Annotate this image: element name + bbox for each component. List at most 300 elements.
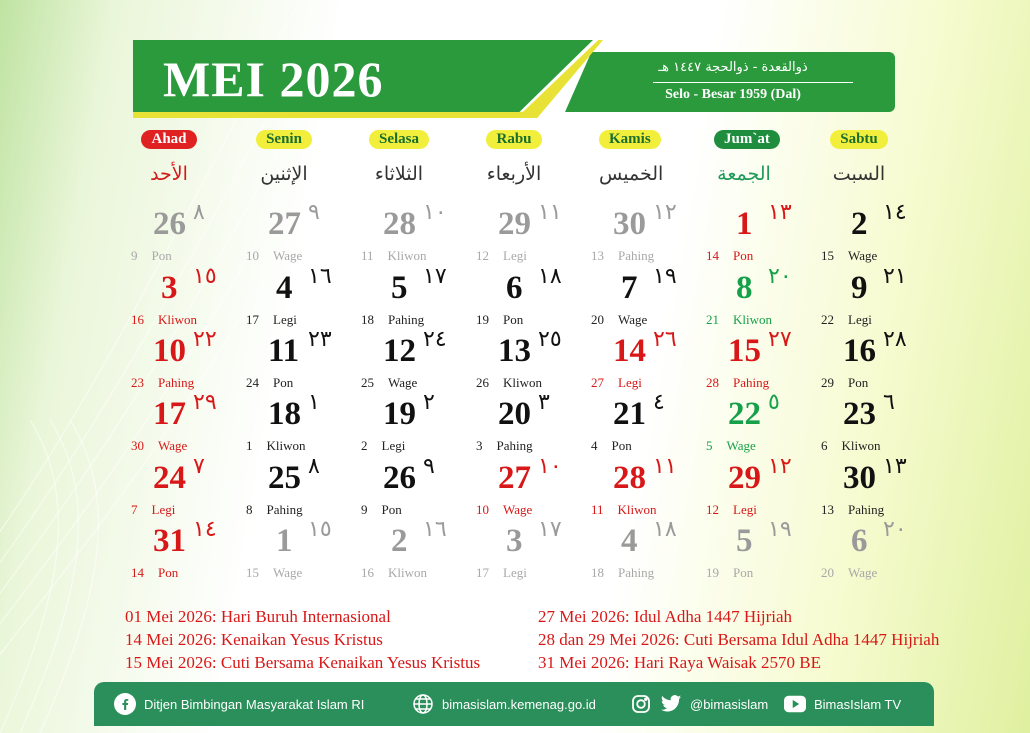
javanese-date xyxy=(706,502,757,518)
hijri-date: ٢٧ xyxy=(768,327,792,352)
weekday-label: Rabu xyxy=(486,130,541,149)
gregorian-date: 11 xyxy=(268,333,300,369)
holiday-list-left xyxy=(125,605,480,674)
javanese-day-number: 30 xyxy=(131,438,144,453)
gregorian-date: 27 xyxy=(268,206,301,242)
pasaran-name: Pon xyxy=(611,438,632,453)
javanese-date xyxy=(361,312,424,328)
javanese-date xyxy=(246,375,293,391)
calendar-day-cell xyxy=(706,517,821,589)
footer-bar xyxy=(94,682,934,726)
javanese-date xyxy=(591,375,642,391)
footer-website-label: bimasislam.kemenag.go.id xyxy=(442,696,596,712)
calendar-day-cell xyxy=(246,517,361,589)
footer-org-label: Ditjen Bimbingan Masyarakat Islam RI xyxy=(144,696,365,712)
javanese-date xyxy=(131,438,187,454)
pasaran-name: Kliwon xyxy=(266,438,306,453)
pasaran-name: Legi xyxy=(733,502,757,517)
gregorian-date: 5 xyxy=(736,523,753,559)
pasaran-name: Kliwon xyxy=(617,502,657,517)
pasaran-name: Wage xyxy=(158,438,188,453)
gregorian-date: 30 xyxy=(843,460,876,496)
javanese-day-number: 4 xyxy=(591,438,598,453)
javanese-day-number: 1 xyxy=(246,438,253,453)
calendar-day-cell xyxy=(131,517,246,589)
weekday-ahad xyxy=(139,130,199,185)
javanese-day-number: 15 xyxy=(246,565,259,580)
weekday-senin xyxy=(254,130,314,185)
hijri-date: ١٦ xyxy=(308,264,332,289)
javanese-day-number: 17 xyxy=(476,565,489,580)
hijri-date: ٧ xyxy=(193,454,205,479)
twitter-icon xyxy=(660,693,682,715)
javanese-day-number: 11 xyxy=(591,502,604,517)
gregorian-date: 7 xyxy=(621,270,638,306)
javanese-date xyxy=(131,502,175,518)
javanese-day-number: 23 xyxy=(131,375,144,390)
hijri-date: ١٣ xyxy=(883,454,907,479)
javanese-date xyxy=(706,248,753,264)
javanese-day-number: 3 xyxy=(476,438,483,453)
pasaran-name: Pahing xyxy=(158,375,195,390)
pasaran-name: Wage xyxy=(273,248,303,263)
gregorian-date: 18 xyxy=(268,396,301,432)
footer-org[interactable] xyxy=(114,682,364,726)
weekday-arabic-label: الأربعاء xyxy=(486,163,542,185)
pasaran-name: Wage xyxy=(388,375,418,390)
calendar-day-cell xyxy=(131,200,246,272)
calendar-day-cell xyxy=(821,517,936,589)
hijri-date: ١٥ xyxy=(308,517,332,542)
pasaran-name: Wage xyxy=(273,565,303,580)
javanese-date xyxy=(131,248,172,264)
weekday-label: Jum`at xyxy=(714,130,780,149)
footer-social[interactable] xyxy=(630,682,768,726)
gregorian-date: 2 xyxy=(851,206,868,242)
pasaran-name: Kliwon xyxy=(503,375,542,390)
gregorian-date: 26 xyxy=(383,460,416,496)
javanese-date xyxy=(476,248,527,264)
pasaran-name: Pon xyxy=(733,248,754,263)
calendar-day-cell xyxy=(591,517,706,589)
gregorian-date: 24 xyxy=(153,460,186,496)
pasaran-name: Kliwon xyxy=(841,438,881,453)
javanese-date xyxy=(591,502,657,518)
javanese-date xyxy=(361,565,427,581)
hijri-date: ٢٩ xyxy=(193,390,217,415)
pasaran-name: Wage xyxy=(618,312,648,327)
hijri-date: ١٩ xyxy=(768,517,792,542)
gregorian-date: 23 xyxy=(843,396,876,432)
calendar-day-cell xyxy=(821,327,936,399)
pasaran-name: Pon xyxy=(503,312,524,327)
javanese-day-number: 10 xyxy=(476,502,489,517)
gregorian-date: 1 xyxy=(736,206,753,242)
gregorian-date: 12 xyxy=(383,333,416,369)
calendar-day-cell xyxy=(131,327,246,399)
gregorian-date: 28 xyxy=(383,206,416,242)
calendar-day-cell xyxy=(591,264,706,336)
hijri-date: ٦ xyxy=(883,390,895,415)
javanese-date xyxy=(706,375,769,391)
javanese-date xyxy=(706,438,756,454)
javanese-day-number: 18 xyxy=(361,312,374,327)
gregorian-date: 3 xyxy=(506,523,523,559)
gregorian-date: 6 xyxy=(851,523,868,559)
weekday-arabic-label: الجمعة xyxy=(717,163,771,185)
javanese-day-number: 19 xyxy=(476,312,489,327)
javanese-day-number: 20 xyxy=(821,565,834,580)
calendar-day-cell xyxy=(821,264,936,336)
footer-social-label: @bimasislam xyxy=(690,696,769,712)
calendar-day-cell xyxy=(361,390,476,462)
pasaran-name: Legi xyxy=(381,438,406,453)
pasaran-name: Pon xyxy=(151,248,172,263)
header-divider xyxy=(653,82,853,83)
calendar-day-cell xyxy=(246,390,361,462)
javanese-date xyxy=(821,248,877,264)
footer-website[interactable] xyxy=(412,682,596,726)
javanese-date xyxy=(246,565,302,581)
hijri-date: ٤ xyxy=(653,390,665,415)
hijri-date: ٢٣ xyxy=(308,327,332,352)
calendar-day-cell xyxy=(591,454,706,526)
javanese-day-number: 14 xyxy=(706,248,719,263)
pasaran-name: Kliwon xyxy=(387,248,427,263)
pasaran-name: Wage xyxy=(848,565,878,580)
pasaran-name: Legi xyxy=(273,312,297,327)
pasaran-name: Wage xyxy=(503,502,533,517)
instagram-icon xyxy=(630,693,652,715)
hijri-date: ١٥ xyxy=(193,264,217,289)
pasaran-name: Pon xyxy=(733,565,754,580)
javanese-date xyxy=(131,565,178,581)
javanese-day-number: 19 xyxy=(706,565,719,580)
hijri-date: ١٨ xyxy=(653,517,677,542)
javanese-day-number: 7 xyxy=(131,502,138,517)
javanese-day-number: 12 xyxy=(706,502,719,517)
gregorian-date: 6 xyxy=(506,270,523,306)
pasaran-name: Pon xyxy=(158,565,179,580)
javanese-date xyxy=(246,438,306,454)
gregorian-date: 3 xyxy=(161,270,178,306)
weekday-sabtu xyxy=(829,130,889,185)
javanese-date xyxy=(706,565,753,581)
hijri-date: ١٨ xyxy=(538,264,562,289)
hijri-date: ٢٤ xyxy=(423,327,447,352)
pasaran-name: Legi xyxy=(618,375,642,390)
javanese-day-number: 26 xyxy=(476,375,489,390)
weekday-arabic-label: الإثنين xyxy=(260,163,308,185)
javanese-day-number: 21 xyxy=(706,312,719,327)
pasaran-name: Pahing xyxy=(388,312,425,327)
holiday-item: 28 dan 29 Mei 2026: Cuti Bersama Idul Adha 1447 Hijriah xyxy=(538,630,940,649)
calendar-day-cell xyxy=(706,200,821,272)
pasaran-name: Pahing xyxy=(848,502,885,517)
holiday-item: 31 Mei 2026: Hari Raya Waisak 2570 BE xyxy=(538,653,822,672)
javanese-date xyxy=(821,502,884,518)
hijri-date: ٩ xyxy=(423,454,435,479)
javanese-date xyxy=(246,248,302,264)
weekday-arabic-label: السبت xyxy=(832,163,886,185)
pasaran-name: Pon xyxy=(273,375,294,390)
calendar-day-cell xyxy=(361,200,476,272)
hijri-date: ١١ xyxy=(653,454,677,479)
weekday-arabic-label: الثلاثاء xyxy=(374,163,424,185)
gregorian-date: 9 xyxy=(851,270,868,306)
gregorian-date: 13 xyxy=(498,333,531,369)
hijri-date: ٩ xyxy=(308,200,320,225)
javanese-day-number: 11 xyxy=(361,248,374,263)
gregorian-date: 20 xyxy=(498,396,531,432)
javanese-date xyxy=(821,438,881,454)
javanese-date xyxy=(476,375,542,391)
javanese-date xyxy=(591,248,654,264)
weekday-label: Sabtu xyxy=(830,130,888,149)
javanese-day-number: 17 xyxy=(246,312,259,327)
hijri-date: ١٤ xyxy=(193,517,217,542)
javanese-date xyxy=(131,375,194,391)
youtube-icon xyxy=(784,693,806,715)
calendar-day-cell xyxy=(361,517,476,589)
holiday-item: 01 Mei 2026: Hari Buruh Internasional xyxy=(125,607,391,626)
pasaran-name: Wage xyxy=(726,438,756,453)
calendar-day-cell xyxy=(476,390,591,462)
hijri-date: ١٤ xyxy=(883,200,907,225)
gregorian-date: 2 xyxy=(391,523,408,559)
javanese-date xyxy=(476,312,523,328)
javanese-date xyxy=(361,438,405,454)
holiday-list-right xyxy=(538,605,939,674)
gregorian-date: 19 xyxy=(383,396,416,432)
weekday-arabic-label: الأحد xyxy=(150,163,188,185)
pasaran-name: Pahing xyxy=(733,375,770,390)
hijri-date: ١٠ xyxy=(423,200,447,225)
gregorian-date: 5 xyxy=(391,270,408,306)
gregorian-date: 4 xyxy=(276,270,293,306)
holiday-item: 27 Mei 2026: Idul Adha 1447 Hijriah xyxy=(538,607,793,626)
weekday-arabic-label: الخميس xyxy=(599,163,664,185)
hijri-date: ٢ xyxy=(423,390,435,415)
calendar-day-cell xyxy=(821,390,936,462)
javanese-day-number: 6 xyxy=(821,438,828,453)
hijri-date: ٥ xyxy=(768,390,780,415)
pasaran-name: Legi xyxy=(503,248,527,263)
pasaran-name: Pahing xyxy=(618,248,655,263)
gregorian-date: 1 xyxy=(276,523,293,559)
globe-icon xyxy=(412,693,434,715)
hijri-date: ٢٦ xyxy=(653,327,677,352)
gregorian-date: 26 xyxy=(153,206,186,242)
weekday-selasa xyxy=(369,130,429,185)
javanese-day-number: 27 xyxy=(591,375,604,390)
javanese-day-number: 18 xyxy=(591,565,604,580)
hijri-month-label: ذوالقعدة - ذوالحجة ١٤٤٧ هـ xyxy=(658,60,808,75)
calendar-day-cell xyxy=(246,327,361,399)
hijri-date: ١ xyxy=(308,390,320,415)
weekday-jumat xyxy=(714,130,774,185)
footer-tv-label: BimasIslam TV xyxy=(814,696,902,712)
calendar-day-cell xyxy=(476,264,591,336)
hijri-date: ٨ xyxy=(308,454,320,479)
javanese-date xyxy=(131,312,197,328)
hijri-date: ١٢ xyxy=(653,200,677,225)
javanese-day-number: 14 xyxy=(131,565,144,580)
gregorian-date: 4 xyxy=(621,523,638,559)
pasaran-name: Kliwon xyxy=(388,565,427,580)
javanese-month-label: Selo - Besar 1959 (Dal) xyxy=(665,87,801,102)
gregorian-date: 31 xyxy=(153,523,186,559)
hijri-date: ٢٨ xyxy=(883,327,907,352)
pasaran-name: Kliwon xyxy=(158,312,197,327)
pasaran-name: Legi xyxy=(848,312,872,327)
javanese-date xyxy=(821,375,868,391)
pasaran-name: Wage xyxy=(848,248,878,263)
gregorian-date: 29 xyxy=(728,460,761,496)
gregorian-date: 16 xyxy=(843,333,876,369)
javanese-day-number: 28 xyxy=(706,375,719,390)
calendar-day-cell xyxy=(706,454,821,526)
hijri-date: ١٢ xyxy=(768,454,792,479)
calendar-day-cell xyxy=(706,264,821,336)
hijri-date: ٣ xyxy=(538,390,550,415)
gregorian-date: 15 xyxy=(728,333,761,369)
weekday-kamis xyxy=(599,130,664,185)
hijri-date: ١٧ xyxy=(423,264,447,289)
javanese-day-number: 8 xyxy=(246,502,253,517)
gregorian-date: 25 xyxy=(268,460,301,496)
javanese-date xyxy=(361,502,402,518)
javanese-day-number: 29 xyxy=(821,375,834,390)
javanese-day-number: 22 xyxy=(821,312,834,327)
javanese-date xyxy=(591,565,654,581)
calendar-day-cell xyxy=(706,390,821,462)
javanese-date xyxy=(476,565,527,581)
gregorian-date: 27 xyxy=(498,460,531,496)
javanese-day-number: 2 xyxy=(361,438,368,453)
javanese-day-number: 16 xyxy=(131,312,144,327)
javanese-date xyxy=(706,312,772,328)
javanese-day-number: 13 xyxy=(821,502,834,517)
calendar-header xyxy=(133,40,895,118)
calendar-day-cell xyxy=(131,264,246,336)
javanese-day-number: 13 xyxy=(591,248,604,263)
javanese-date xyxy=(246,502,303,518)
footer-tv[interactable] xyxy=(784,682,901,726)
calendar-day-cell xyxy=(476,454,591,526)
javanese-day-number: 9 xyxy=(361,502,368,517)
javanese-date xyxy=(591,312,647,328)
javanese-date xyxy=(476,502,532,518)
gregorian-date: 30 xyxy=(613,206,646,242)
hijri-date: ١٣ xyxy=(768,200,792,225)
hijri-date: ٨ xyxy=(193,200,205,225)
calendar-day-cell xyxy=(591,390,706,462)
calendar-day-cell xyxy=(131,454,246,526)
holiday-item: 15 Mei 2026: Cuti Bersama Kenaikan Yesus Kristus xyxy=(125,653,481,672)
holiday-item: 14 Mei 2026: Kenaikan Yesus Kristus xyxy=(125,630,383,649)
javanese-date xyxy=(361,375,417,391)
calendar-day-cell xyxy=(706,327,821,399)
gregorian-date: 8 xyxy=(736,270,753,306)
hijri-date: ٢١ xyxy=(883,264,907,289)
javanese-date xyxy=(821,312,872,328)
hijri-date: ٢٥ xyxy=(538,327,562,352)
gregorian-date: 21 xyxy=(613,396,646,432)
hijri-date: ١٧ xyxy=(538,517,562,542)
javanese-day-number: 12 xyxy=(476,248,489,263)
calendar-day-cell xyxy=(821,200,936,272)
calendar-day-cell xyxy=(131,390,246,462)
hijri-date: ١١ xyxy=(538,200,562,225)
calendar-day-cell xyxy=(246,454,361,526)
gregorian-date: 22 xyxy=(728,396,761,432)
weekday-label: Kamis xyxy=(599,130,661,149)
hijri-date: ١٦ xyxy=(423,517,447,542)
javanese-date xyxy=(361,248,427,264)
calendar-day-cell xyxy=(821,454,936,526)
calendar-day-cell xyxy=(476,327,591,399)
hijri-date: ٢٠ xyxy=(768,264,792,289)
calendar-day-cell xyxy=(361,454,476,526)
pasaran-name: Pahing xyxy=(496,438,533,453)
weekday-rabu xyxy=(484,130,544,185)
calendar-day-cell xyxy=(361,264,476,336)
pasaran-name: Kliwon xyxy=(733,312,772,327)
javanese-date xyxy=(476,438,533,454)
javanese-day-number: 16 xyxy=(361,565,374,580)
facebook-icon xyxy=(114,693,136,715)
calendar-day-cell xyxy=(591,200,706,272)
calendar-day-cell xyxy=(361,327,476,399)
javanese-date xyxy=(591,438,632,454)
javanese-day-number: 10 xyxy=(246,248,259,263)
gregorian-date: 10 xyxy=(153,333,186,369)
pasaran-name: Legi xyxy=(151,502,176,517)
javanese-day-number: 5 xyxy=(706,438,713,453)
pasaran-name: Pahing xyxy=(618,565,655,580)
hijri-date: ٢٠ xyxy=(883,517,907,542)
gregorian-date: 17 xyxy=(153,396,186,432)
pasaran-name: Pon xyxy=(381,502,402,517)
gregorian-date: 29 xyxy=(498,206,531,242)
javanese-date xyxy=(821,565,877,581)
pasaran-name: Legi xyxy=(503,565,527,580)
weekday-label: Selasa xyxy=(369,130,429,149)
calendar-day-cell xyxy=(246,264,361,336)
weekday-label: Ahad xyxy=(141,130,196,149)
javanese-day-number: 25 xyxy=(361,375,374,390)
javanese-day-number: 9 xyxy=(131,248,138,263)
calendar-day-cell xyxy=(246,200,361,272)
javanese-day-number: 24 xyxy=(246,375,259,390)
calendar-day-cell xyxy=(476,517,591,589)
pasaran-name: Pahing xyxy=(266,502,303,517)
weekday-label: Senin xyxy=(256,130,312,149)
gregorian-date: 28 xyxy=(613,460,646,496)
calendar-day-cell xyxy=(591,327,706,399)
javanese-date xyxy=(246,312,297,328)
javanese-day-number: 15 xyxy=(821,248,834,263)
javanese-day-number: 20 xyxy=(591,312,604,327)
gregorian-date: 14 xyxy=(613,333,646,369)
hijri-date: ١٩ xyxy=(653,264,677,289)
hijri-date: ١٠ xyxy=(538,454,562,479)
month-title: MEI 2026 xyxy=(163,51,384,107)
calendar-day-cell xyxy=(476,200,591,272)
hijri-date: ٢٢ xyxy=(193,327,217,352)
pasaran-name: Pon xyxy=(848,375,869,390)
